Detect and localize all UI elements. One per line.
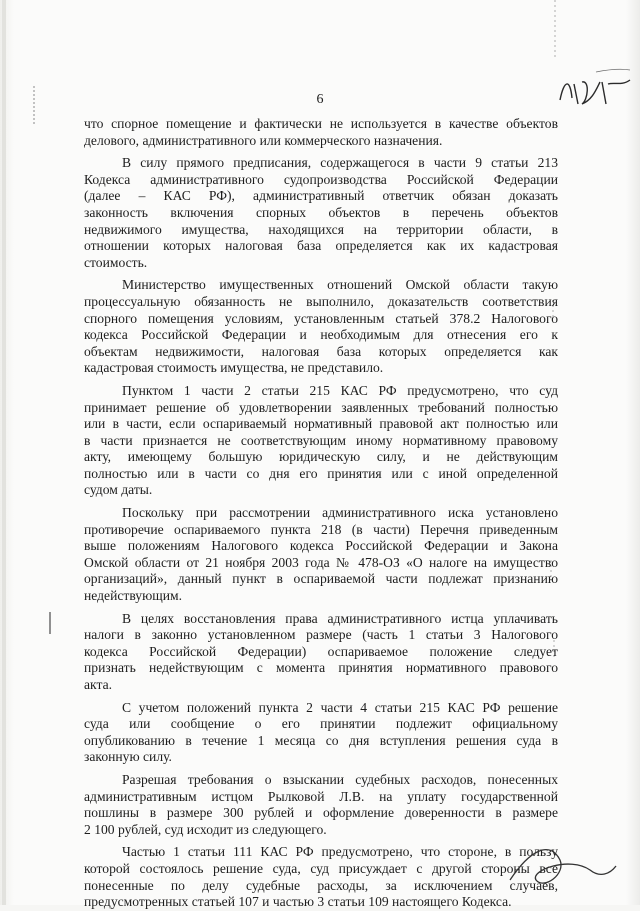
- text-line: судом даты.: [84, 482, 153, 498]
- text-line: или в части, если оспариваемый нормативный правовой акт полностью или: [84, 416, 558, 432]
- text-line: В силу прямого предписания, содержащегося в части 9 статьи 213: [122, 155, 558, 171]
- text-line: Министерство имущественных отношений Омской области такую: [122, 277, 558, 293]
- text-line: недвижимого имущества, находящихся на территории области, в: [84, 221, 558, 237]
- handwritten-signature: [500, 830, 620, 900]
- text-line: организаций», данный пункт в оспариваемой части подлежат признанию: [84, 571, 558, 587]
- text-line: кадастровая стоимость имущества, не представило.: [84, 360, 384, 376]
- text-line: принимает решение об удовлетворении заявленных требований полностью: [84, 399, 558, 415]
- page-number: 6: [316, 92, 324, 107]
- text-line: С учетом положений пункта 2 части 4 статьи 215 КАС РФ решение: [122, 699, 558, 715]
- text-line: отношении которых налоговая база определяется как их кадастровая: [84, 238, 558, 254]
- text-line: делового, административного или коммерческого назначения.: [84, 132, 443, 148]
- text-line: полностью или в части со дня его принятия или с иной определенной: [84, 465, 558, 481]
- text-line: Кодекса административного судопроизводства Российской Федерации: [84, 171, 558, 187]
- text-line: законность включения спорных объектов в перечень объектов: [84, 204, 558, 220]
- text-line: 2 100 рублей, суд исходит из следующего.: [84, 821, 327, 837]
- text-line: противоречие оспариваемого пункта 218 (в части) Перечня приведенным: [84, 521, 558, 537]
- text-line: процессуальную обязанность не выполнило, доказательств соответствия: [84, 293, 558, 309]
- text-line: налоги в законно установленном размере (часть 1 статьи 3 Налогового: [84, 627, 558, 643]
- text-line: Разрешая требования о взыскании судебных расходов, понесенных: [122, 771, 558, 787]
- text-line: Частью 1 статьи 111 КАС РФ предусмотрено, что стороне, в пользу: [122, 844, 558, 860]
- scan-edge: [2, 0, 6, 905]
- text-line: законную силу.: [84, 749, 172, 765]
- text-line: Омской области от 21 ноября 2003 года № 478-ОЗ «О налоге на имущество: [84, 554, 558, 570]
- text-line: спорного помещения условиям, установленным статьей 378.2 Налогового: [84, 310, 558, 326]
- text-line: выше положениям Налогового кодекса Российской Федерации и Закона: [84, 538, 558, 554]
- text-line: признать недействующим с момента принятия нормативного правового: [84, 660, 558, 676]
- text-line: акта.: [84, 677, 112, 692]
- text-line: Пунктом 1 части 2 статьи 215 КАС РФ предусмотрено, что суд: [122, 382, 558, 398]
- text-line: (далее – КАС РФ), административный ответчик обязан доказать: [84, 188, 558, 204]
- text-line: административным истцом Рылковой Л.В. на уплату государственной: [84, 788, 558, 804]
- text-line: пошлины в размере 300 рублей и оформление доверенности в размере: [84, 805, 558, 821]
- text-line: что спорное помещение и фактически не используется в качестве объектов: [84, 116, 558, 131]
- text-line: предусмотренных статьей 107 и частью 3 статьи 109 настоящего Кодекса.: [84, 894, 512, 910]
- text-line: В целях восстановления права административного истца уплачивать: [122, 610, 558, 626]
- text-line: кодекса Российской Федерации и необходимым для отнесения его к: [84, 327, 558, 343]
- margin-mark: [46, 612, 54, 634]
- text-line: опубликованию в течение 1 месяца со дня вступления решения суда в: [84, 732, 558, 748]
- text-line: Поскольку при рассмотрении административного иска установлено: [122, 505, 558, 521]
- text-line: недействующим.: [84, 588, 182, 604]
- text-line: понесенные по делу судебные расходы, за исключением случаев,: [84, 877, 558, 893]
- text-line: суда или сообщение о его принятии подлежит официальному: [84, 716, 558, 732]
- text-line: объектам недвижимости, налоговая база которых определяется как: [84, 343, 558, 359]
- text-line: которой состоялось решение суда, суд присуждает с другой стороны все: [84, 860, 558, 876]
- text-line: акту, имеющему большую юридическую силу, и не действующим: [84, 449, 558, 465]
- text-line: в части признается не соответствующим иному нормативному правовому: [84, 432, 558, 448]
- body-text: [84, 116, 558, 911]
- text-line: стоимость.: [84, 254, 148, 270]
- text-line: кодекса Российской Федерации) оспариваемое положение следует: [84, 643, 558, 659]
